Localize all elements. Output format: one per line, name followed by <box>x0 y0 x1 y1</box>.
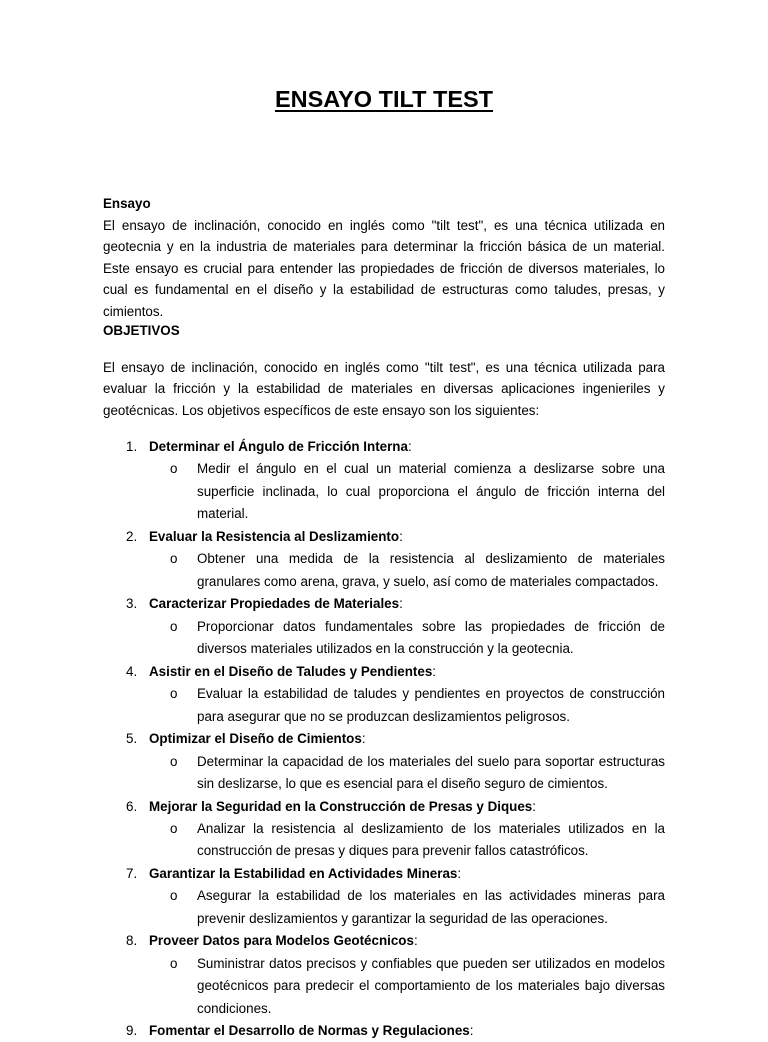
section-heading-ensayo: Ensayo <box>103 196 151 211</box>
list-item <box>103 728 665 795</box>
item-detail-text: Analizar la resistencia al deslizamiento de los materiales utilizados en la construcción de presas y diques para prevenir fallos catastróficos. <box>197 820 665 859</box>
section-heading-objetivos: OBJETIVOS <box>103 323 180 338</box>
item-heading: Caracterizar Propiedades de Materiales: <box>149 596 403 612</box>
item-title: Asistir en el Diseño de Taludes y Pendientes <box>149 663 433 679</box>
item-title: Garantizar la Estabilidad en Actividades Mineras <box>149 865 458 881</box>
list-item <box>103 526 665 593</box>
item-number: 5. <box>126 731 138 747</box>
item-detail-text: Suministrar datos precisos y confiables que pueden ser utilizados en modelos geotécnicos para predecir el comportamiento de los materiales bajo diversas condiciones. <box>197 955 665 1016</box>
item-heading: Determinar el Ángulo de Fricción Interna: <box>149 439 412 454</box>
item-heading: Optimizar el Diseño de Cimientos: <box>149 731 366 747</box>
document-title: ENSAYO TILT TEST <box>274 86 494 112</box>
item-detail <box>170 953 665 1021</box>
list-item <box>103 1020 665 1041</box>
bullet-icon: o <box>170 551 178 567</box>
bullet-icon: o <box>170 820 178 836</box>
item-heading: Evaluar la Resistencia al Deslizamiento: <box>149 528 403 544</box>
objectives-paragraph: El ensayo de inclinación, conocido en inglés como "tilt test", es una técnica utilizada para evaluar la fricción y la estabilidad de materiales en diversas aplicaciones ingenieriles y geotécnicas. Los objetivos específicos de este ensayo son los siguientes: <box>103 360 665 418</box>
list-item <box>103 863 665 930</box>
item-detail <box>170 751 665 796</box>
bullet-icon: o <box>170 461 178 477</box>
bullet-icon: o <box>170 888 178 904</box>
item-detail-text: Determinar la capacidad de los materiales del suelo para soportar estructuras sin deslizarse, lo que es esencial para el diseño seguro de cimientos. <box>197 753 665 792</box>
item-detail <box>170 616 665 661</box>
item-title: Optimizar el Diseño de Cimientos <box>149 731 362 747</box>
item-title: Evaluar la Resistencia al Deslizamiento <box>149 528 400 544</box>
item-detail <box>170 458 665 526</box>
item-detail <box>170 683 665 728</box>
list-item <box>103 661 665 728</box>
item-detail <box>170 885 665 930</box>
objectives-list <box>103 436 665 1042</box>
item-title: Caracterizar Propiedades de Materiales <box>149 596 400 612</box>
item-heading: Fomentar el Desarrollo de Normas y Regulaciones: <box>149 1023 474 1039</box>
item-detail-text: Asegurar la estabilidad de los materiales en las actividades mineras para prevenir deslizamientos y garantizar la seguridad de las operaciones. <box>197 888 665 926</box>
item-detail-text: Proporcionar datos fundamentales sobre las propiedades de fricción de diversos materiales utilizados en la construcción y la geotecnia. <box>197 618 665 657</box>
item-detail-text: Evaluar la estabilidad de taludes y pendientes en proyectos de construcción para asegurar que no se produzcan deslizamientos peligrosos. <box>197 686 665 724</box>
list-item <box>103 436 665 526</box>
bullet-icon: o <box>170 618 178 634</box>
item-number: 2. <box>126 528 138 544</box>
item-number: 1. <box>126 439 138 454</box>
list-item <box>103 593 665 660</box>
item-detail <box>170 548 665 593</box>
item-title: Determinar el Ángulo de Fricción Interna <box>149 439 408 454</box>
list-item <box>103 930 665 1020</box>
bullet-icon: o <box>170 753 178 769</box>
item-heading: Garantizar la Estabilidad en Actividades Mineras: <box>149 865 462 881</box>
list-item <box>103 796 665 863</box>
item-number: 8. <box>126 933 138 949</box>
item-title: Fomentar el Desarrollo de Normas y Regulaciones <box>149 1023 470 1039</box>
item-number: 9. <box>126 1023 138 1039</box>
item-title: Proveer Datos para Modelos Geotécnicos <box>149 933 414 949</box>
item-detail-text: Medir el ángulo en el cual un material comienza a deslizarse sobre una superficie inclinada, lo cual proporciona el ángulo de fricción interna del material. <box>197 461 665 522</box>
item-number: 3. <box>126 596 138 612</box>
bullet-icon: o <box>170 955 178 971</box>
item-number: 4. <box>126 663 138 679</box>
item-detail-text: Obtener una medida de la resistencia al deslizamiento de materiales granulares como arena, grava, y suelo, así como de materiales compactados. <box>197 551 665 589</box>
item-heading: Proveer Datos para Modelos Geotécnicos: <box>149 933 418 949</box>
item-title: Mejorar la Seguridad en la Construcción de Presas y Diques <box>149 798 533 814</box>
item-heading: Asistir en el Diseño de Taludes y Pendientes: <box>149 663 437 679</box>
item-number: 7. <box>126 865 138 881</box>
intro-paragraph: El ensayo de inclinación, conocido en inglés como "tilt test", es una técnica utilizada en geotecnia y en la industria de materiales para determinar la fricción básica de un material. Este ensayo es crucial para entender las propiedades de fricción de diversos materiales, lo cual es fundamental en el diseño y la estabilidad de estructuras como taludes, presas, y cimientos. <box>103 218 665 319</box>
item-heading: Mejorar la Seguridad en la Construcción de Presas y Diques: <box>149 798 536 814</box>
item-number: 6. <box>126 798 138 814</box>
bullet-icon: o <box>170 686 178 702</box>
item-detail <box>170 818 665 863</box>
